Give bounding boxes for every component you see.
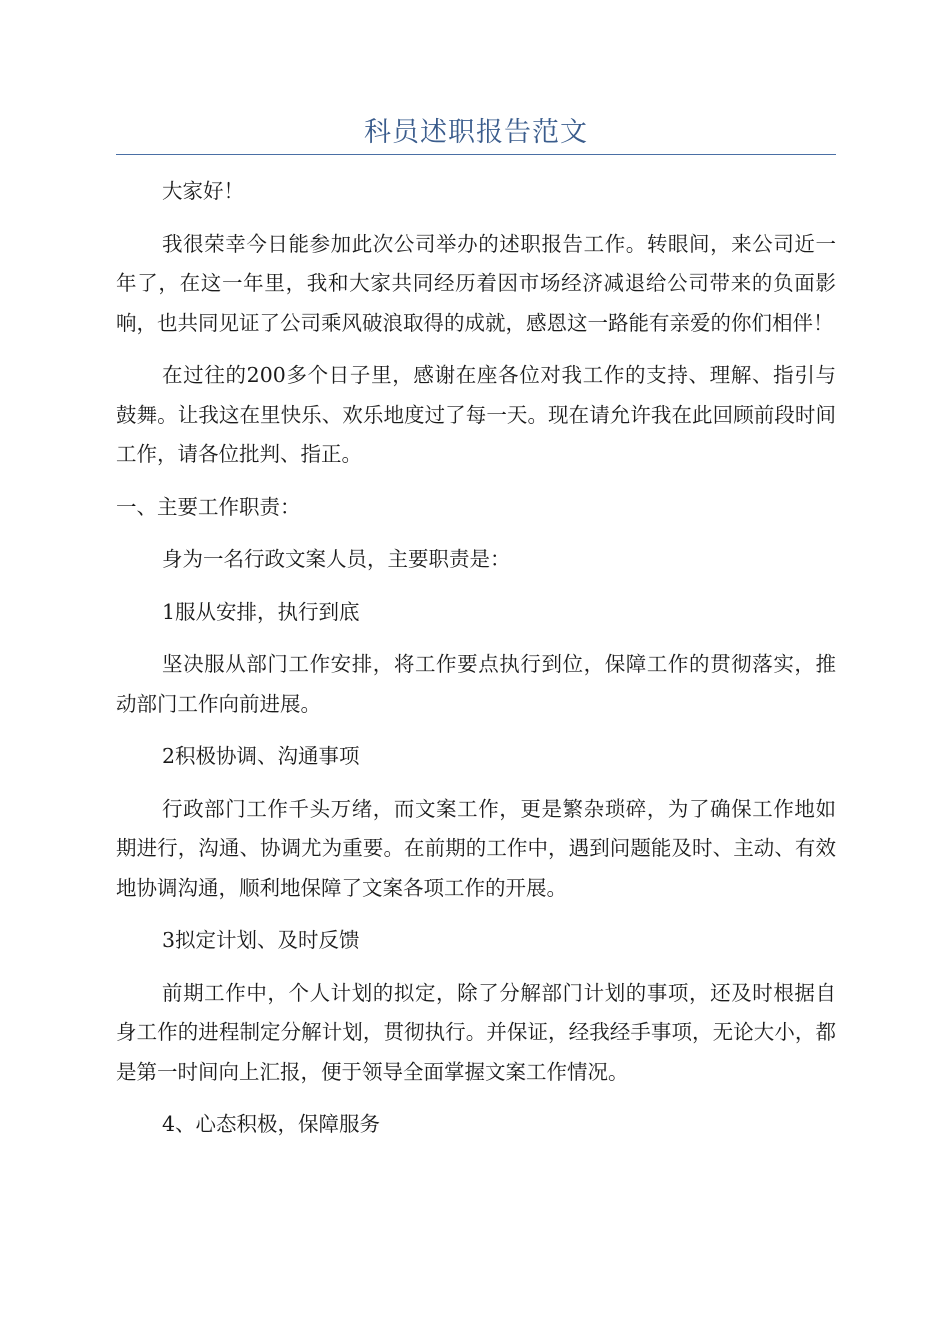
paragraph-greeting: 大家好！ [162, 179, 244, 203]
document-title: 科员述职报告范文 [364, 117, 588, 148]
paragraph-2: 行政部门工作千头万绪，而文案工作，更是繁杂琐碎，为了确保工作地如期进行，沟通、协调尤为重要。在前期的工作中，遇到问题能及时、主动、有效地协调沟通，顺利地保障了文案各项工作的开展。 [116, 796, 836, 900]
subheading-3: 3拟定计划、及时反馈 [162, 928, 360, 952]
paragraph-thanks: 在过往的200多个日子里，感谢在座各位对我工作的支持、理解、指引与鼓舞。让我这在里快乐、欢乐地度过了每一天。现在请允许我在此回顾前段时间工作，请各位批判、指正。 [116, 363, 836, 466]
title-underline [116, 154, 836, 155]
paragraph-intro: 我很荣幸今日能参加此次公司举办的述职报告工作。转眼间，来公司近一年了，在这一年里，我和大家共同经历着因市场经济减退给公司带来的负面影响，也共同见证了公司乘风破浪取得的成就，感恩这一路能有亲爱的你们相伴！ [116, 231, 836, 335]
paragraph-3: 前期工作中，个人计划的拟定，除了分解部门计划的事项，还及时根据自身工作的进程制定分解计划，贯彻执行。并保证，经我经手事项，无论大小，都是第一时间向上汇报，便于领导全面掌握文案工作情况。 [116, 980, 836, 1084]
section-heading-duties: 一、主要工作职责： [116, 494, 301, 519]
document-body [116, 172, 836, 1158]
subheading-4: 4、心态积极，保障服务 [162, 1112, 381, 1136]
subheading-2: 2积极协调、沟通事项 [162, 744, 360, 768]
subheading-1: 1服从安排，执行到底 [162, 599, 360, 624]
paragraph-duties-intro: 身为一名行政文案人员，主要职责是： [162, 547, 511, 571]
paragraph-1: 坚决服从部门工作安排，将工作要点执行到位，保障工作的贯彻落实，推动部门工作向前进展。 [116, 652, 836, 716]
